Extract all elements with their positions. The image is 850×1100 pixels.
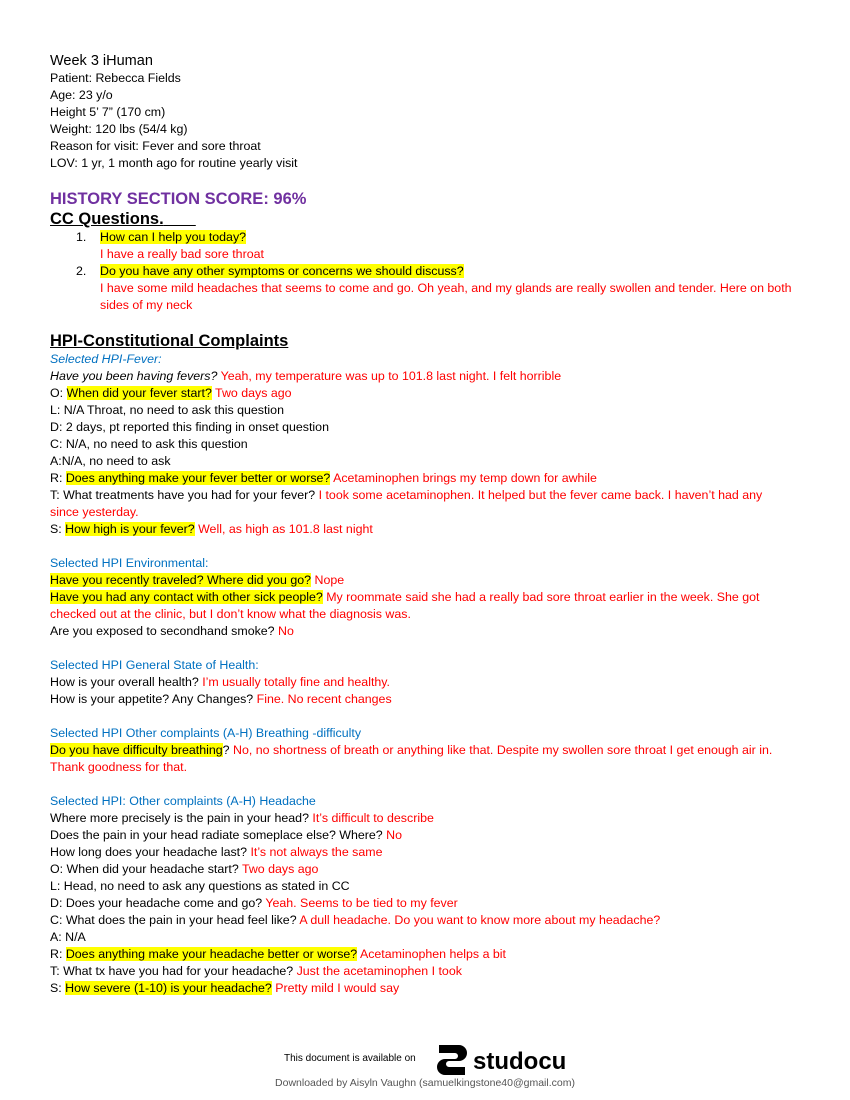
- qa-line: S: How severe (1-10) is your headache? Pretty mild I would say: [50, 981, 400, 995]
- list-item: [50, 263, 810, 314]
- section-label-fever: Selected HPI-Fever:: [50, 352, 162, 366]
- cc-question: Do you have any other symptoms or concerns we should discuss?: [100, 264, 464, 278]
- cc-question: How can I help you today?: [100, 230, 247, 244]
- qa-line: R: Does anything make your fever better or worse? Acetaminophen brings my temp down for awhile: [50, 471, 597, 485]
- footer-downloaded-text: Downloaded by Aisyln Vaughn (samuelkingstone40@gmail.com): [275, 1077, 575, 1089]
- cc-answer: I have a really bad sore throat: [100, 247, 264, 261]
- qa-line: C: What does the pain in your head feel like? A dull headache. Do you want to know more about my headache?: [50, 913, 661, 927]
- qa-line: T: What treatments have you had for your fever? I took some acetaminophen. It helped but the fever came back. I haven’t had any: [50, 488, 763, 502]
- section-label-general-health: Selected HPI General State of Health:: [50, 658, 259, 672]
- cc-answer: I have some mild headaches that seems to come and go. Oh yeah, and my glands are really swollen and tender. Here on both sides of my neck: [100, 281, 792, 312]
- qa-line: T: What tx have you had for your headache? Just the acetaminophen I took: [50, 964, 462, 978]
- qa-line: Does the pain in your head radiate someplace else? Where? No: [50, 828, 402, 842]
- qa-line: O: When did your fever start? Two days ago: [50, 386, 292, 400]
- qa-line: D: Does your headache come and go? Yeah. Seems to be tied to my fever: [50, 896, 458, 910]
- qa-line: Are you exposed to secondhand smoke? No: [50, 624, 294, 638]
- hpi-heading: HPI-Constitutional Complaints: [50, 332, 289, 350]
- cc-question-list: [50, 229, 810, 314]
- qa-line: How is your appetite? Any Changes? Fine. No recent changes: [50, 692, 392, 706]
- qa-line: L: Head, no need to ask any questions as stated in CC: [50, 879, 350, 893]
- footer-available-text: This document is available on: [284, 1053, 416, 1064]
- qa-line: Do you have difficulty breathing? No, no shortness of breath or anything like that. Despite my swollen sore throat I get enough air in.: [50, 743, 773, 757]
- qa-line: Have you had any contact with other sick people? My roommate said she had a really bad sore throat earlier in the week. She got: [50, 590, 760, 604]
- last-office-visit: LOV: 1 yr, 1 month ago for routine yearly visit: [50, 156, 298, 170]
- history-score: HISTORY SECTION SCORE: 96%: [50, 190, 307, 208]
- qa-line: A: N/A: [50, 930, 86, 944]
- qa-line: How is your overall health? I’m usually totally fine and healthy.: [50, 675, 391, 689]
- qa-line: C: N/A, no need to ask this question: [50, 437, 248, 451]
- qa-line: R: Does anything make your headache better or worse? Acetaminophen helps a bit: [50, 947, 506, 961]
- qa-line: D: 2 days, pt reported this finding in onset question: [50, 420, 329, 434]
- studocu-logo-icon: [437, 1045, 467, 1075]
- qa-line: Have you recently traveled? Where did you go? Nope: [50, 573, 345, 587]
- qa-line: L: N/A Throat, no need to ask this question: [50, 403, 284, 417]
- cc-heading: CC Questions.: [50, 210, 164, 228]
- document-title: Week 3 iHuman: [50, 53, 153, 69]
- section-label-breathing: Selected HPI Other complaints (A-H) Breathing -difficulty: [50, 726, 362, 740]
- list-number: 1.: [76, 230, 87, 244]
- qa-line: Where more precisely is the pain in your head? It’s difficult to describe: [50, 811, 434, 825]
- document-page: [50, 52, 810, 997]
- qa-line: A:N/A, no need to ask: [50, 454, 171, 468]
- patient-name: Patient: Rebecca Fields: [50, 71, 181, 85]
- qa-line: O: When did your headache start? Two days ago: [50, 862, 319, 876]
- studocu-logo[interactable]: [435, 1043, 567, 1077]
- list-number: 2.: [76, 264, 87, 278]
- visit-reason: Reason for visit: Fever and sore throat: [50, 139, 261, 153]
- qa-line: since yesterday.: [50, 505, 139, 519]
- studocu-logo-text: studocu: [473, 1048, 567, 1075]
- qa-line: checked out at the clinic, but I don’t know what the diagnosis was.: [50, 607, 411, 621]
- qa-line: S: How high is your fever? Well, as high as 101.8 last night: [50, 522, 373, 536]
- section-label-headache: Selected HPI: Other complaints (A-H) Headache: [50, 794, 316, 808]
- qa-line: Thank goodness for that.: [50, 760, 188, 774]
- patient-height: Height 5’ 7” (170 cm): [50, 105, 166, 119]
- patient-age: Age: 23 y/o: [50, 88, 113, 102]
- qa-line: How long does your headache last? It’s not always the same: [50, 845, 383, 859]
- list-item: [50, 229, 810, 263]
- patient-weight: Weight: 120 lbs (54/4 kg): [50, 122, 188, 136]
- section-label-environmental: Selected HPI Environmental:: [50, 556, 209, 570]
- qa-line: Have you been having fevers? Yeah, my temperature was up to 101.8 last night. I felt horrible: [50, 369, 562, 383]
